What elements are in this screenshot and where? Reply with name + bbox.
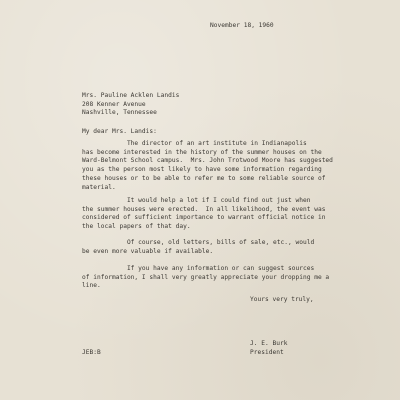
recipient-street: 208 Kenner Avenue (82, 100, 146, 108)
paragraph-2-line: It would help a lot if I could find out just when (82, 197, 311, 204)
salutation: My dear Mrs. Landis: (82, 128, 157, 135)
typist-initials: JEB:B (82, 349, 101, 356)
paragraph-1-line: has become interested in the history of the summer houses on the (82, 148, 322, 156)
recipient-address (82, 92, 179, 118)
paragraph-1-line: these houses or to be able to refer me to some reliable source of (82, 174, 326, 182)
paragraph-4-line: line. (82, 282, 101, 290)
paragraph-2-line: considered of sufficient importance to warrant official notice in (82, 214, 326, 222)
letter-date: November 18, 1960 (210, 22, 274, 29)
paragraph-2-line: the summer houses were erected. In all likelihood, the event was (82, 205, 326, 213)
recipient-name: Mrs. Pauline Acklen Landis (82, 92, 180, 99)
paragraph-3-line: be even more valuable if available. (82, 247, 214, 255)
recipient-city: Nashville, Tennessee (82, 109, 157, 117)
paragraph-1-line: you as the person most likely to have some information regarding (82, 166, 322, 174)
paragraph-1 (82, 140, 333, 192)
closing: Yours very truly, (250, 296, 314, 303)
paragraph-4-line: If you have any information or can suggest sources (82, 265, 315, 272)
paragraph-3-line: Of course, old letters, bills of sale, etc., would (82, 239, 315, 246)
signature-title: President (250, 349, 284, 356)
paragraph-1-line: Ward-Belmont School campus. Mrs. John Trotwood Moore has suggested (82, 157, 333, 165)
paragraph-4 (82, 265, 329, 291)
paragraph-2-line: the local papers of that day. (82, 223, 191, 231)
paragraph-1-line: The director of an art institute in Indianapolis (82, 140, 307, 147)
paragraph-4-line: of information, I shall very greatly appreciate your dropping me a (82, 273, 330, 281)
paragraph-2 (82, 197, 325, 232)
paragraph-1-line: material. (82, 183, 116, 191)
paragraph-3 (82, 239, 314, 256)
signature-name: J. E. Burk (250, 340, 288, 347)
